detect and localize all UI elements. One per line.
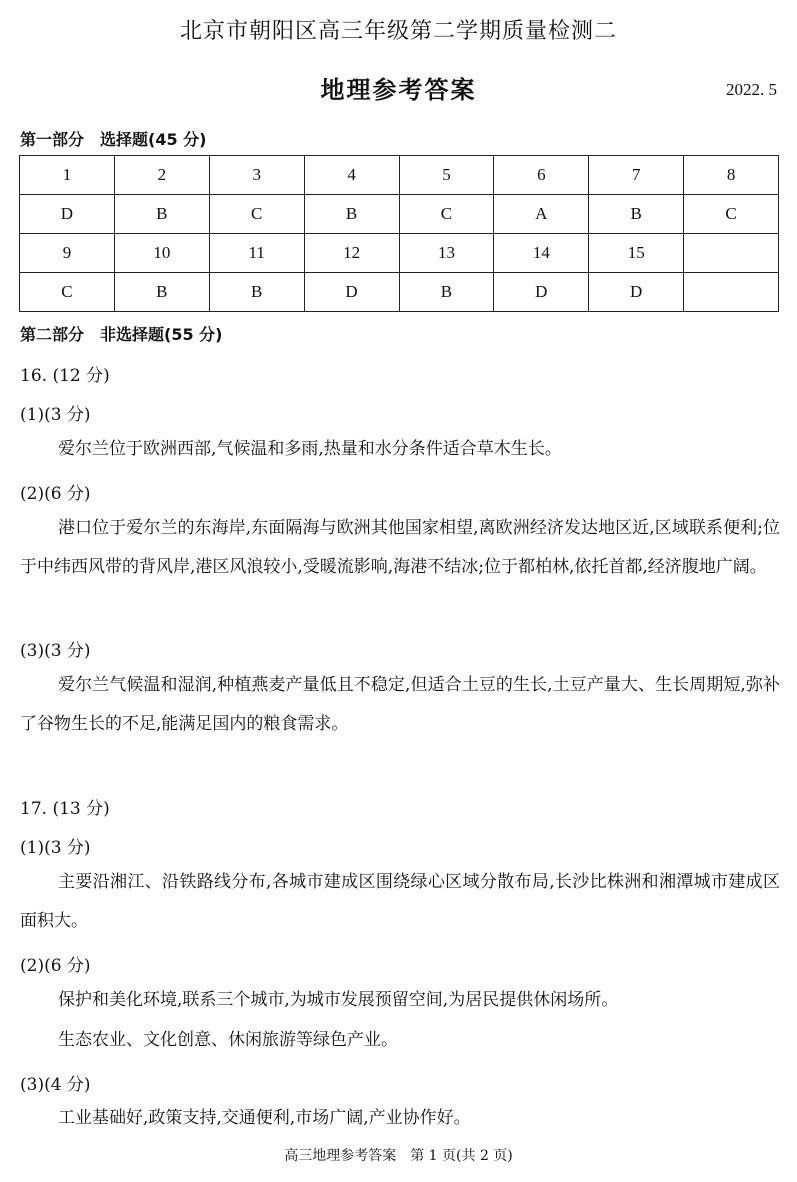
answer-cell: B: [114, 195, 209, 234]
question-number-cell: 13: [399, 234, 494, 273]
question-number-cell: 1: [20, 156, 115, 195]
question-number-cell: 12: [304, 234, 399, 273]
question-number-cell: 5: [399, 156, 494, 195]
q16-sub3-label: (3)(3 分): [20, 641, 91, 661]
q16-heading: 16. (12 分): [20, 366, 110, 386]
page-footer: 高三地理参考答案 第 1 页(共 2 页): [284, 1148, 513, 1164]
q16-sub3-answer: 爱尔兰气候温和湿润,种植燕麦产量低且不稳定,但适合土豆的生长,土豆产量大、生长周期短,弥补了谷物生长的不足,能满足国内的粮食需求。: [20, 675, 780, 734]
answer-cell: D: [589, 273, 684, 312]
answer-cell: C: [399, 195, 494, 234]
part2-heading: [20, 322, 222, 345]
part1-name: 第一部分: [20, 130, 85, 149]
answer-cell: B: [589, 195, 684, 234]
question-number-cell: 9: [20, 234, 115, 273]
question-number-cell: 6: [494, 156, 589, 195]
answer-cell: B: [209, 273, 304, 312]
table-row: [20, 156, 779, 195]
empty-cell: [684, 234, 779, 273]
part2-name: 第二部分: [20, 325, 85, 344]
answer-cell: D: [304, 273, 399, 312]
answer-cell: C: [684, 195, 779, 234]
doc-date: 2022. 5: [726, 80, 777, 99]
question-number-cell: 15: [589, 234, 684, 273]
q16-sub1-label: (1)(3 分): [20, 405, 91, 425]
exam-title: 北京市朝阳区高三年级第二学期质量检测二: [179, 19, 617, 44]
part1-heading: [20, 127, 206, 150]
q16-sub2-label: (2)(6 分): [20, 484, 91, 504]
question-number-cell: 14: [494, 234, 589, 273]
part1-title: 选择题(45 分): [100, 130, 207, 149]
empty-cell: [684, 273, 779, 312]
q17-sub2-answer-a: 保护和美化环境,联系三个城市,为城市发展预留空间,为居民提供休闲场所。: [58, 990, 619, 1010]
question-number-cell: 3: [209, 156, 304, 195]
q17-sub3-answer: 工业基础好,政策支持,交通便利,市场广阔,产业协作好。: [58, 1108, 471, 1128]
part2-title: 非选择题(55 分): [100, 325, 223, 344]
answer-cell: C: [209, 195, 304, 234]
table-row: [20, 273, 779, 312]
answer-table: [19, 155, 779, 312]
table-row: [20, 195, 779, 234]
answer-cell: D: [494, 273, 589, 312]
answer-cell: B: [304, 195, 399, 234]
q16-sub2-answer: 港口位于爱尔兰的东海岸,东面隔海与欧洲其他国家相望,离欧洲经济发达地区近,区域联系便利;位于中纬西风带的背风岸,港区风浪较小,受暖流影响,海港不结冰;位于都柏林,依托首都,经济腹地广阔。: [20, 518, 780, 577]
question-number-cell: 7: [589, 156, 684, 195]
answer-cell: C: [20, 273, 115, 312]
question-number-cell: 11: [209, 234, 304, 273]
question-number-cell: 4: [304, 156, 399, 195]
q17-sub1-label: (1)(3 分): [20, 838, 91, 858]
table-row: [20, 234, 779, 273]
q17-sub2-answer-b: 生态农业、文化创意、休闲旅游等绿色产业。: [58, 1030, 398, 1050]
q17-heading: 17. (13 分): [20, 799, 110, 819]
answer-cell: A: [494, 195, 589, 234]
doc-title: 地理参考答案: [320, 76, 477, 104]
answer-cell: B: [399, 273, 494, 312]
answer-cell: B: [114, 273, 209, 312]
question-number-cell: 10: [114, 234, 209, 273]
question-number-cell: 8: [684, 156, 779, 195]
answer-cell: D: [20, 195, 115, 234]
q17-sub1-answer: 主要沿湘江、沿铁路线分布,各城市建成区围绕绿心区域分散布局,长沙比株洲和湘潭城市建成区面积大。: [20, 872, 780, 931]
question-number-cell: 2: [114, 156, 209, 195]
q17-sub3-label: (3)(4 分): [20, 1075, 91, 1095]
q16-sub1-answer: 爱尔兰位于欧洲西部,气候温和多雨,热量和水分条件适合草木生长。: [58, 439, 562, 459]
q17-sub2-label: (2)(6 分): [20, 956, 91, 976]
